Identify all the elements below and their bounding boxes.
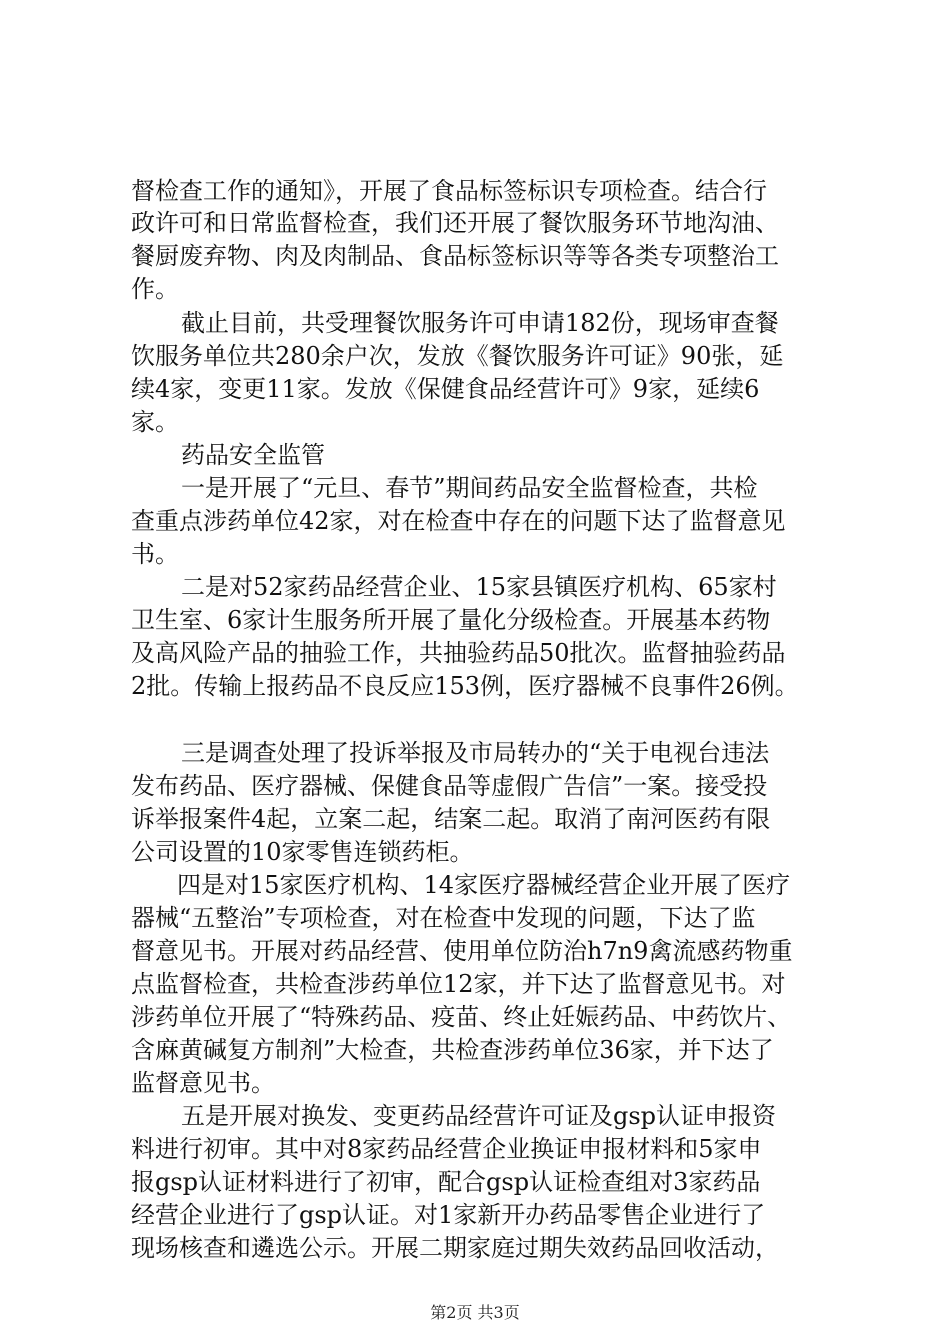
page-footer: 第2页 共3页 xyxy=(430,1303,520,1322)
text-line: 餐厨废弃物、肉及肉制品、食品标签标识等等各类专项整治工 xyxy=(131,242,779,270)
text-line: 经营企业进行了gsp认证。对1家新开办药品零售企业进行了 xyxy=(131,1201,766,1229)
text-line: 点监督检查，共检查涉药单位12家，并下达了监督意见书。对 xyxy=(131,970,786,998)
text-line: 续4家，变更11家。发放《保健食品经营许可》9家，延续6 xyxy=(131,375,760,403)
text-line: 作。 xyxy=(131,275,179,303)
section-heading: 药品安全监管 xyxy=(181,441,325,469)
text-line: 涉药单位开展了“特殊药品、疫苗、终止妊娠药品、中药饮片、 xyxy=(131,1003,792,1031)
text-line: 查重点涉药单位42家，对在检查中存在的问题下达了监督意见 xyxy=(131,507,786,535)
text-line: 器械“五整治”专项检查，对在检查中发现的问题，下达了监 xyxy=(131,904,756,932)
text-line: 二是对52家药品经营企业、15家县镇医疗机构、65家村 xyxy=(181,573,777,601)
text-line: 督检查工作的通知》，开展了食品标签标识专项检查。结合行 xyxy=(131,177,767,205)
text-line: 五是开展对换发、变更药品经营许可证及gsp认证申报资 xyxy=(181,1102,777,1130)
text-line: 料进行初审。其中对8家药品经营企业换证申报材料和5家申 xyxy=(131,1135,762,1163)
text-line: 饮服务单位共280余户次，发放《餐饮服务许可证》90张，延 xyxy=(131,342,784,370)
text-line: 四是对15家医疗机构、14家医疗器械经营企业开展了医疗 xyxy=(177,871,791,899)
text-line: 政许可和日常监督检查，我们还开展了餐饮服务环节地沟油、 xyxy=(131,209,779,237)
text-line: 2批。传输上报药品不良反应153例，医疗器械不良事件26例。 xyxy=(131,672,799,700)
text-line: 家。 xyxy=(131,408,179,436)
text-line: 一是开展了“元旦、春节”期间药品安全监督检查，共检 xyxy=(181,474,758,502)
text-line: 报gsp认证材料进行了初审，配合gsp认证检查组对3家药品 xyxy=(131,1168,761,1196)
text-line: 及高风险产品的抽验工作，共抽验药品50批次。监督抽验药品 xyxy=(131,639,786,667)
text-line: 卫生室、6家计生服务所开展了量化分级检查。开展基本药物 xyxy=(131,606,771,634)
text-line: 公司设置的10家零售连锁药柜。 xyxy=(131,838,474,866)
text-line: 截止目前，共受理餐饮服务许可申请182份，现场审查餐 xyxy=(181,309,779,337)
text-line: 含麻黄碱复方制剂”大检查，共检查涉药单位36家，并下达了 xyxy=(131,1036,774,1064)
text-line: 督意见书。开展对药品经营、使用单位防治h7n9禽流感药物重 xyxy=(131,937,793,965)
text-line: 现场核查和遴选公示。开展二期家庭过期失效药品回收活动， xyxy=(131,1234,779,1262)
text-line: 书。 xyxy=(131,540,179,568)
text-line: 诉举报案件4起，立案二起，结案二起。取消了南河医药有限 xyxy=(131,805,771,833)
text-line: 三是调查处理了投诉举报及市局转办的“关于电视台违法 xyxy=(181,739,770,767)
text-line: 发布药品、医疗器械、保健食品等虚假广告信”一案。接受投 xyxy=(131,772,768,800)
text-line: 监督意见书。 xyxy=(131,1069,275,1097)
